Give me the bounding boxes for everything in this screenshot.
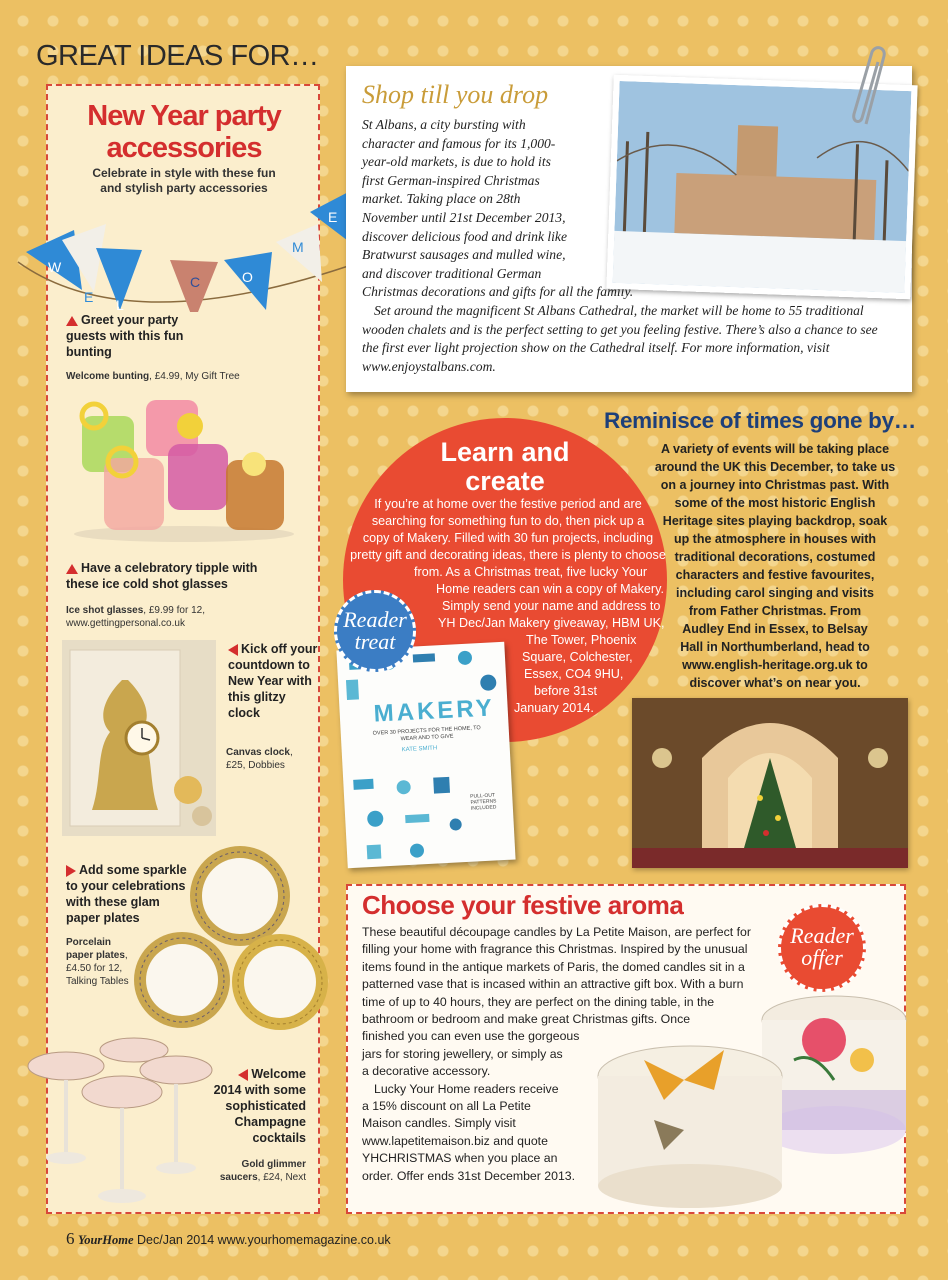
aroma-title: Choose your festive aroma xyxy=(362,890,684,920)
pointer-arrow-icon xyxy=(66,316,78,326)
book-tag: PULL-OUT PATTERNS INCLUDED xyxy=(470,792,497,812)
book-subtitle: OVER 30 PROJECTS FOR THE HOME, TO WEAR AND TO GIVE xyxy=(372,725,481,743)
section-heading: GREAT IDEAS FOR… xyxy=(36,40,319,72)
reminisce-title: Reminisce of times gone by… xyxy=(604,408,916,433)
item-caption: Have a celebratory tipple with these ice cold shot glasses xyxy=(66,561,258,591)
item-caption: Kick off your countdown to New Year with this glitzy clock xyxy=(228,642,318,720)
reminisce-body: A variety of events will be taking place around the UK this December, to take us on a journey into Christmas past. With some of the most historic English Heritage sites playing backdrop, soak up the atmosphere in houses with traditional decorations, costumed characters and festive favourites, including carol singing and visits from Father Christmas. From Audley End in Essex, to Belsay Hall in Northumberland, head to www.english-heritage.org.uk to discover what’s on near you. xyxy=(654,442,896,690)
reader-offer-badge: Reader offer xyxy=(778,904,866,992)
shop-body: St Albans, a city bursting with character and famous for its 1,000- year-old markets, is due to hold its first German-inspired Christmas market. Taking place on 28th November until 21st December 2013, discover delicious food and drink like Bratwurst sausages and mulled wine, and discover traditional German Christmas decorations and gifts for all the family. xyxy=(362,117,634,300)
paperclip-icon xyxy=(846,44,896,130)
learn-title: Learn and create xyxy=(440,437,570,496)
hall-illustration xyxy=(632,698,908,868)
bunting-letter: E xyxy=(328,209,338,225)
bunting-letter: C xyxy=(190,274,201,290)
aroma-body: These beautiful découpage candles by La Petite Maison, are perfect for filling your home with fragrance this Christmas. Inspired by the unusual items found in the antique markets of Paris, the domed candles sit in a patterned vase that is incased within an attractive gift box. With a burn time of up to 40 hours, they are perfect on the dining table, in the bathroom or bedroom and make great Christmas gifts. Once finished you can even use the gorgeous jars for storing jewellery, or simply as a decorative accessory. Lucky Your Home readers receive a 15% discount on all La Petite Maison candles. Simply visit www.lapetitemaison.biz and quote YHCHRISTMAS when you place an order. Offer ends 31st December 2013. xyxy=(362,925,751,1183)
bunting-letter: L xyxy=(116,297,124,312)
book-title: MAKERY xyxy=(373,694,496,728)
ice-shot-glasses-image xyxy=(68,394,300,544)
shop-body-para2: Set around the magnificent St Albans Cathedral, the market will be home to 55 traditional wooden chalets and is the perfect setting to get you feeling festive. There’s also a chance to see the first ever light projection show on the Cathedral itself. For more information, visit www.enjoystalbans.com. xyxy=(362,303,878,374)
item-caption: Greet your party guests with this fun bunting xyxy=(66,313,184,359)
item-caption: Welcome 2014 with some sophisticated Champagne cocktails xyxy=(213,1067,306,1145)
item-product: Porcelain paper plates, £4.50 for 12, Talking Tables xyxy=(66,937,129,987)
pointer-arrow-icon xyxy=(238,1069,248,1081)
paper-plates-image xyxy=(130,840,330,1040)
christmas-hall-photo xyxy=(632,698,908,868)
bunting-letter: M xyxy=(292,239,304,255)
item-product: Ice shot glasses, £9.99 for 12, www.gettingpersonal.co.uk xyxy=(66,605,205,629)
book-craft-illustration xyxy=(336,642,515,868)
pointer-arrow-icon xyxy=(66,865,76,877)
page-number: 6 xyxy=(66,1229,75,1248)
magazine-brand: YourHome xyxy=(77,1233,134,1247)
pointer-arrow-icon xyxy=(66,564,78,574)
learn-body: If you’re at home over the festive period and are searching for something fun to do, then pick up a copy of Makery. Filled with 30 fun projects, including pretty gift and decorating ideas, there is plenty to choose from. As a Christmas treat, five lucky Your Home readers can win a copy of Makery. Simply send your name and address to YH Dec/Jan Makery giveaway, HBM UK, The Tower, Phoenix Square, Colchester, Essex, CO4 9HU, before 31st January 2014. xyxy=(350,497,666,715)
magazine-url[interactable]: www.yourhomemagazine.co.uk xyxy=(217,1233,391,1247)
item-product: Welcome bunting, £4.99, My Gift Tree xyxy=(66,371,240,382)
reader-treat-badge: Reader treat xyxy=(334,590,416,672)
makery-book xyxy=(336,642,515,868)
item-product: Gold glimmer saucers, £24, Next xyxy=(219,1159,306,1183)
book-author: KATE SMITH xyxy=(401,745,438,754)
decoupage-candles-image xyxy=(594,990,910,1210)
sidebar-subtitle: Celebrate in style with these fun and stylish party accessories xyxy=(92,166,276,195)
bunting-letter: E xyxy=(84,289,94,305)
bunting-letter: W xyxy=(48,259,62,275)
champagne-saucers-image xyxy=(22,1036,222,1210)
bunting-letter: O xyxy=(242,269,253,285)
shop-title: Shop till you drop xyxy=(362,80,549,109)
item-product: Canvas clock, £25, Dobbies xyxy=(226,747,293,771)
sidebar-title: New Year party accessories xyxy=(87,100,281,164)
issue-date: Dec/Jan 2014 xyxy=(137,1233,215,1247)
canvas-clock-image xyxy=(62,640,216,836)
item-caption: Add some sparkle to your celebrations with these glam paper plates xyxy=(66,863,187,925)
pointer-arrow-icon xyxy=(228,644,238,656)
page-footer xyxy=(66,1229,391,1249)
